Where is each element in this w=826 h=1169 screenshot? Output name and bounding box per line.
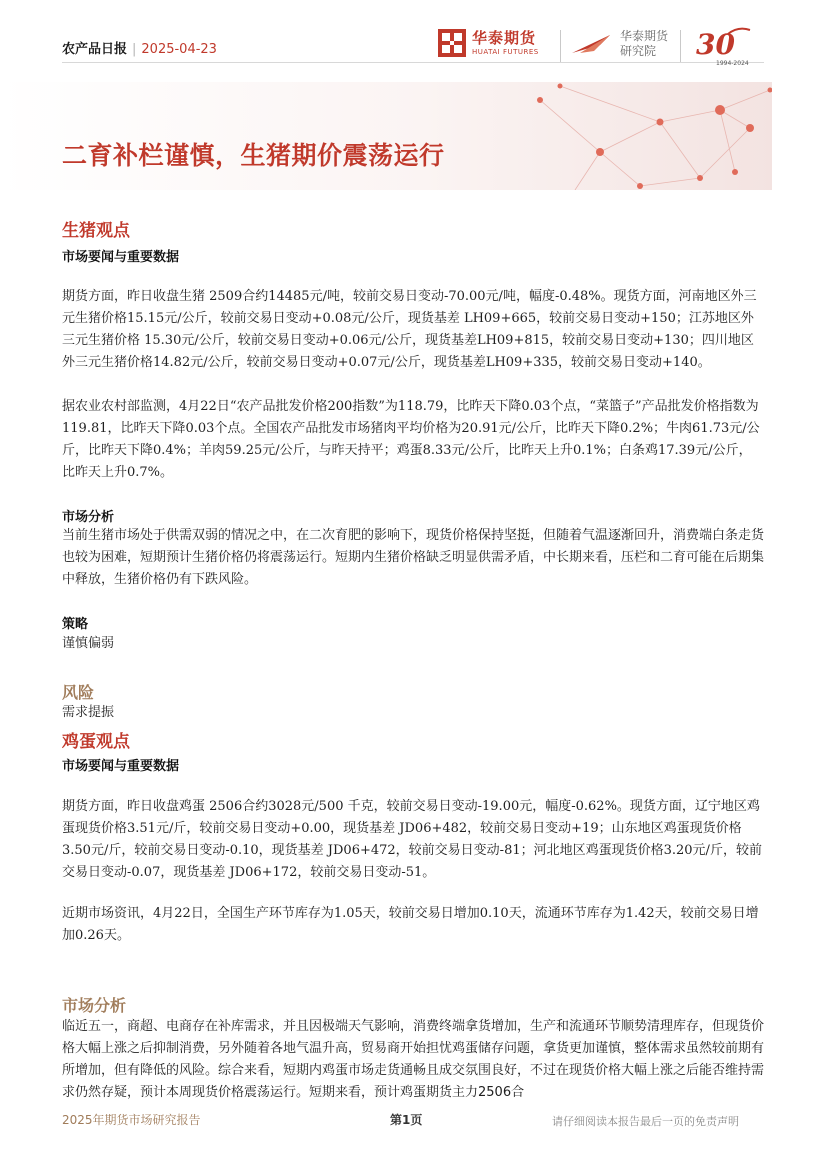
company-name-en: HUATAI FUTURES: [472, 47, 539, 56]
egg-analysis-heading: 市场分析: [62, 996, 127, 1015]
pig-analysis-heading: 市场分析: [62, 510, 115, 525]
report-name: 农产品日报: [62, 42, 128, 57]
pig-risk-text: 需求提振: [62, 705, 115, 720]
logo-divider: [680, 30, 681, 62]
pig-risk-heading: 风险: [62, 683, 95, 702]
anniversary-logo: [692, 24, 756, 72]
egg-section-heading: 鸡蛋观点: [62, 732, 130, 752]
pig-section-heading: 生猪观点: [62, 221, 130, 241]
logo-divider: [560, 30, 561, 62]
pig-strategy-heading: 策略: [62, 617, 89, 632]
disclaimer-note: 请仔细阅读本报告最后一页的免责声明: [552, 1115, 739, 1128]
institute-line1: 华泰期货: [620, 29, 669, 43]
footer-report-name: 2025年期货市场研究报告: [62, 1113, 201, 1127]
pig-wholesale-paragraph: 据农业农村部监测，4月22日“农产品批发价格200指数”为118.79，比昨天下降0.03个点，“菜篮子”产品批发价格指数为119.81，比昨天下降0.03个点。全国农产品批发市场猪肉平均价格为20.91元/公斤，比昨天下降0.2%；牛肉61.73元/公斤，比昨天下降0.4%；羊肉59.25元/公斤，与昨天持平；鸡蛋8.33元/公斤，比昨天上升0.1%；白条鸡17.39元/公斤，比昨天上升0.7%。: [62, 399, 760, 480]
header-separator: |: [132, 42, 137, 57]
institute-line2: 研究院: [620, 44, 657, 58]
company-name-cn: 华泰期货: [472, 28, 537, 47]
huatai-logo-mark-icon: [438, 29, 466, 57]
egg-futures-paragraph: 期货方面，昨日收盘鸡蛋 2506合约3028元/500 千克，较前交易日变动-19.00元，幅度-0.62%。现货方面，辽宁地区鸡蛋现货价格3.51元/斤，较前交易日变动+0.00，现货基差 JD06+482，较前交易日变动+19；山东地区鸡蛋现货价格3.50元/斤，较前交易日变动-0.10，现货基差 JD06+472，较前交易日变动-81；河北地区鸡蛋现货价格3.20元/斤，较前交易日变动-0.07，现货基差 JD06+172，较前交易日变动-51。: [62, 799, 762, 880]
huatai-futures-logo: [438, 29, 539, 57]
page-number: 第1页: [390, 1113, 423, 1127]
research-institute-mark-icon: [570, 31, 614, 57]
pig-strategy-text: 谨慎偏弱: [62, 636, 115, 651]
egg-inventory-paragraph: 近期市场资讯，4月22日，全国生产环节库存为1.05天，较前交易日增加0.10天，流通环节库存为1.42天，较前交易日增加0.26天。: [62, 906, 759, 943]
pig-news-heading: 市场要闻与重要数据: [62, 250, 180, 265]
egg-news-heading: 市场要闻与重要数据: [62, 759, 180, 774]
header-rule: [62, 62, 764, 63]
pig-analysis-text: 当前生猪市场处于供需双弱的情况之中，在二次育肥的影响下，现货价格保持坚挺，但随着气温逐渐回升，消费端白条走货也较为困难，短期预计生猪价格仍将震荡运行。短期内生猪价格缺乏明显供需矛盾，中长期来看，压栏和二育可能在后期集中释放，生猪价格仍有下跌风险。: [62, 528, 765, 587]
report-date: 2025-04-23: [141, 42, 217, 57]
research-institute-logo: [570, 29, 668, 59]
svg-text:30: 30: [696, 28, 735, 61]
report-title: 二育补栏谨慎，生猪期价震荡运行: [62, 141, 445, 170]
report-header: [62, 38, 217, 57]
pig-futures-paragraph: 期货方面，昨日收盘生猪 2509合约14485元/吨，较前交易日变动-70.00元/吨，幅度-0.48%。现货方面，河南地区外三元生猪价格15.15元/公斤，较前交易日变动+0.08元/公斤，现货基差 LH09+665，较前交易日变动+150；江苏地区外三元生猪价格 15.30元/公斤，较前交易日变动+0.06元/公斤，现货基差LH09+815，较前交易日变动+130；四川地区外三元生猪价格14.82元/公斤，较前交易日变动+0.07元/公斤，现货基差LH09+335，较前交易日变动+140。: [62, 289, 757, 370]
anniversary-30-icon: [692, 24, 756, 68]
egg-analysis-text: 临近五一，商超、电商存在补库需求，并且因极端天气影响，消费终端拿货增加，生产和流通环节顺势清理库存，但现货价格大幅上涨之后抑制消费，另外随着各地气温升高，贸易商开始担忧鸡蛋储存问题，拿货更加谨慎，整体需求虽然较前期有所增加，但有降低的风险。综合来看，短期内鸡蛋市场走货通畅且成交氛围良好，不过在现货价格大幅上涨之后能否维持需求仍然存疑，预计本周现货价格震荡运行。短期来看，预计鸡蛋期货主力2506合: [62, 1019, 764, 1100]
svg-text:1994-2024: 1994-2024: [716, 60, 749, 67]
